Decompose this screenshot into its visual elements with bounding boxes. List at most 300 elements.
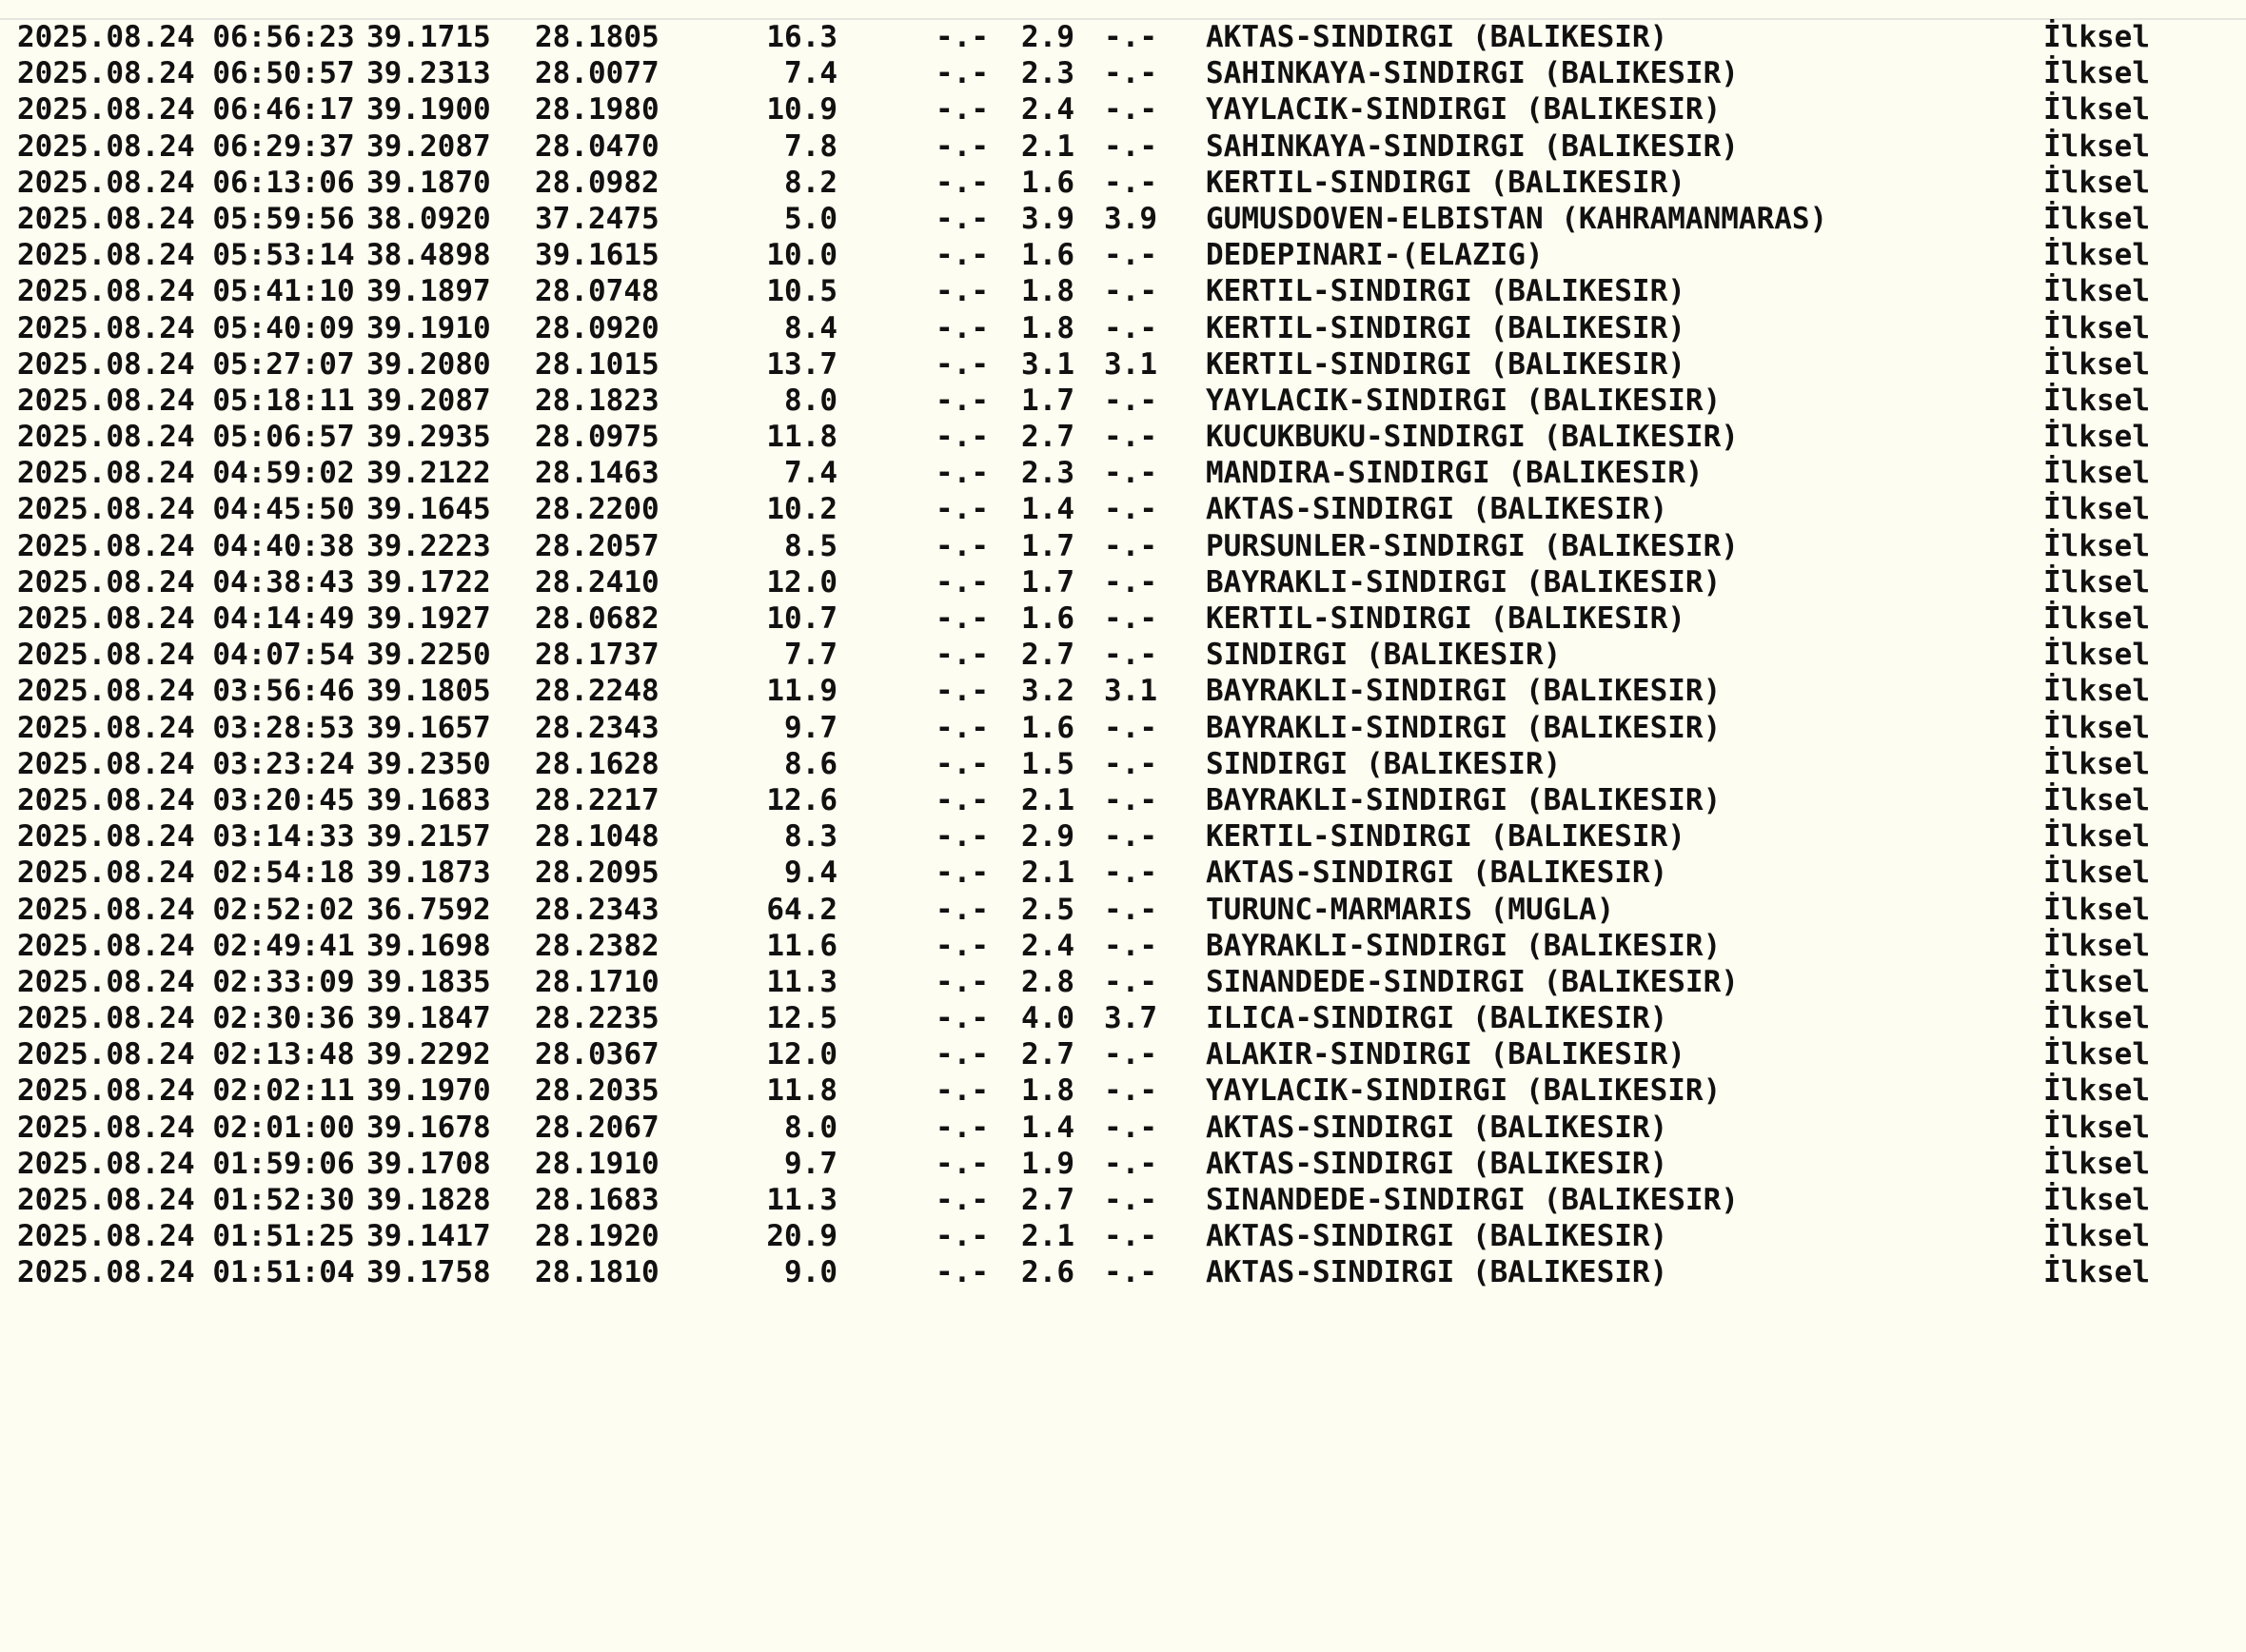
event-time: 02:33:09 bbox=[212, 964, 355, 999]
event-time: 02:54:18 bbox=[212, 856, 355, 891]
event-longitude: 28.2217 bbox=[535, 782, 660, 817]
event-date: 2025.08.24 bbox=[17, 456, 195, 491]
event-date: 2025.08.24 bbox=[17, 1255, 195, 1290]
event-location: SINANDEDE-SINDIRGI (BALIKESIR) bbox=[1206, 1183, 1739, 1217]
event-depth: 16.3 bbox=[766, 20, 837, 54]
event-mw: -.- bbox=[1104, 420, 1157, 455]
event-date: 2025.08.24 bbox=[17, 892, 195, 927]
event-depth: 11.8 bbox=[766, 1073, 837, 1109]
event-ml: 2.1 bbox=[1021, 856, 1074, 891]
list-item bbox=[0, 383, 2246, 419]
event-location: KUCUKBUKU-SINDIRGI (BALIKESIR) bbox=[1206, 420, 1739, 455]
event-date: 2025.08.24 bbox=[17, 964, 195, 999]
event-mw: -.- bbox=[1104, 1110, 1157, 1145]
event-md: -.- bbox=[936, 601, 989, 636]
event-location: TURUNC-MARMARIS (MUGLA) bbox=[1206, 892, 1615, 927]
event-longitude: 28.1920 bbox=[535, 1219, 660, 1254]
list-item bbox=[0, 1182, 2246, 1218]
event-md: -.- bbox=[936, 1110, 989, 1145]
event-md: -.- bbox=[936, 564, 989, 600]
event-depth: 8.2 bbox=[784, 165, 837, 200]
event-md: -.- bbox=[936, 892, 989, 927]
event-date: 2025.08.24 bbox=[17, 128, 195, 164]
event-location: MANDIRA-SINDIRGI (BALIKESIR) bbox=[1206, 456, 1704, 491]
event-datetime bbox=[17, 637, 355, 673]
event-solution-quality: İlksel bbox=[2043, 238, 2150, 273]
event-date: 2025.08.24 bbox=[17, 1037, 195, 1072]
event-md: -.- bbox=[936, 346, 989, 382]
event-solution-quality: İlksel bbox=[2043, 1110, 2150, 1145]
event-solution-quality: İlksel bbox=[2043, 710, 2150, 745]
event-longitude: 28.1683 bbox=[535, 1183, 660, 1217]
list-item bbox=[0, 1000, 2246, 1036]
event-datetime bbox=[17, 91, 355, 128]
event-datetime bbox=[17, 1110, 355, 1146]
event-md: -.- bbox=[936, 456, 989, 491]
event-date: 2025.08.24 bbox=[17, 564, 195, 600]
event-ml: 2.8 bbox=[1021, 964, 1074, 999]
event-depth: 64.2 bbox=[766, 892, 837, 927]
event-md: -.- bbox=[936, 383, 989, 418]
event-datetime bbox=[17, 419, 355, 455]
event-mw: -.- bbox=[1104, 20, 1157, 54]
event-date: 2025.08.24 bbox=[17, 746, 195, 781]
list-item bbox=[0, 673, 2246, 709]
event-depth: 9.0 bbox=[784, 1255, 837, 1290]
event-depth: 7.4 bbox=[784, 56, 837, 91]
event-longitude: 28.2095 bbox=[535, 856, 660, 891]
event-time: 06:56:23 bbox=[212, 20, 355, 54]
event-mw: 3.1 bbox=[1104, 346, 1157, 382]
list-item bbox=[0, 165, 2246, 201]
event-time: 04:40:38 bbox=[212, 528, 355, 563]
event-datetime bbox=[17, 964, 355, 1000]
event-depth: 9.4 bbox=[784, 856, 837, 891]
event-depth: 8.5 bbox=[784, 528, 837, 563]
event-solution-quality: İlksel bbox=[2043, 638, 2150, 673]
event-mw: 3.1 bbox=[1104, 674, 1157, 709]
event-ml: 1.4 bbox=[1021, 1110, 1074, 1145]
event-time: 02:49:41 bbox=[212, 928, 355, 963]
event-solution-quality: İlksel bbox=[2043, 1073, 2150, 1109]
list-item bbox=[0, 637, 2246, 673]
event-time: 04:38:43 bbox=[212, 564, 355, 600]
event-date: 2025.08.24 bbox=[17, 1073, 195, 1109]
event-datetime bbox=[17, 746, 355, 782]
event-datetime bbox=[17, 673, 355, 709]
event-ml: 2.4 bbox=[1021, 92, 1074, 128]
event-mw: -.- bbox=[1104, 456, 1157, 491]
event-longitude: 28.1048 bbox=[535, 819, 660, 855]
event-md: -.- bbox=[936, 492, 989, 527]
event-date: 2025.08.24 bbox=[17, 782, 195, 817]
event-location: YAYLACIK-SINDIRGI (BALIKESIR) bbox=[1206, 92, 1722, 128]
event-ml: 1.7 bbox=[1021, 564, 1074, 600]
event-time: 03:20:45 bbox=[212, 782, 355, 817]
event-solution-quality: İlksel bbox=[2043, 1001, 2150, 1036]
event-ml: 2.1 bbox=[1021, 782, 1074, 817]
event-md: -.- bbox=[936, 1255, 989, 1290]
event-solution-quality: İlksel bbox=[2043, 528, 2150, 563]
event-time: 02:02:11 bbox=[212, 1073, 355, 1109]
event-ml: 1.7 bbox=[1021, 528, 1074, 563]
event-time: 06:50:57 bbox=[212, 56, 355, 91]
event-depth: 8.3 bbox=[784, 819, 837, 855]
event-time: 01:52:30 bbox=[212, 1183, 355, 1217]
event-longitude: 28.0682 bbox=[535, 601, 660, 636]
event-time: 05:41:10 bbox=[212, 274, 355, 309]
event-md: -.- bbox=[936, 928, 989, 963]
event-depth: 8.4 bbox=[784, 310, 837, 345]
event-datetime bbox=[17, 564, 355, 600]
list-item bbox=[0, 1218, 2246, 1254]
event-solution-quality: İlksel bbox=[2043, 1255, 2150, 1290]
event-solution-quality: İlksel bbox=[2043, 1146, 2150, 1181]
event-date: 2025.08.24 bbox=[17, 310, 195, 345]
event-datetime bbox=[17, 710, 355, 746]
event-depth: 8.0 bbox=[784, 1110, 837, 1145]
event-location: KERTIL-SINDIRGI (BALIKESIR) bbox=[1206, 601, 1685, 636]
event-datetime bbox=[17, 818, 355, 855]
event-location: AKTAS-SINDIRGI (BALIKESIR) bbox=[1206, 856, 1668, 891]
event-md: -.- bbox=[936, 1219, 989, 1254]
event-date: 2025.08.24 bbox=[17, 1183, 195, 1217]
event-latitude: 39.1828 bbox=[366, 1183, 491, 1217]
event-depth: 10.0 bbox=[766, 238, 837, 273]
event-mw: -.- bbox=[1104, 492, 1157, 527]
event-time: 05:27:07 bbox=[212, 346, 355, 382]
event-location: YAYLACIK-SINDIRGI (BALIKESIR) bbox=[1206, 383, 1722, 418]
event-ml: 2.7 bbox=[1021, 1183, 1074, 1217]
event-solution-quality: İlksel bbox=[2043, 819, 2150, 855]
event-ml: 1.6 bbox=[1021, 165, 1074, 200]
event-latitude: 39.1835 bbox=[366, 964, 491, 999]
event-location: AKTAS-SINDIRGI (BALIKESIR) bbox=[1206, 1110, 1668, 1145]
event-date: 2025.08.24 bbox=[17, 238, 195, 273]
event-location: KERTIL-SINDIRGI (BALIKESIR) bbox=[1206, 346, 1685, 382]
event-mw: -.- bbox=[1104, 238, 1157, 273]
event-longitude: 28.2067 bbox=[535, 1110, 660, 1145]
event-mw: -.- bbox=[1104, 1073, 1157, 1109]
event-longitude: 28.0920 bbox=[535, 310, 660, 345]
event-time: 03:56:46 bbox=[212, 674, 355, 709]
event-depth: 10.2 bbox=[766, 492, 837, 527]
event-date: 2025.08.24 bbox=[17, 638, 195, 673]
event-solution-quality: İlksel bbox=[2043, 928, 2150, 963]
event-ml: 1.9 bbox=[1021, 1146, 1074, 1181]
event-solution-quality: İlksel bbox=[2043, 92, 2150, 128]
event-location: SINDIRGI (BALIKESIR) bbox=[1206, 746, 1562, 781]
event-depth: 20.9 bbox=[766, 1219, 837, 1254]
event-solution-quality: İlksel bbox=[2043, 674, 2150, 709]
list-item bbox=[0, 564, 2246, 600]
event-latitude: 39.2292 bbox=[366, 1037, 491, 1072]
event-latitude: 39.2250 bbox=[366, 638, 491, 673]
event-datetime bbox=[17, 55, 355, 91]
event-time: 05:59:56 bbox=[212, 201, 355, 236]
list-item bbox=[0, 782, 2246, 818]
event-solution-quality: İlksel bbox=[2043, 964, 2150, 999]
event-latitude: 39.1927 bbox=[366, 601, 491, 636]
event-ml: 2.3 bbox=[1021, 56, 1074, 91]
event-latitude: 39.1645 bbox=[366, 492, 491, 527]
event-ml: 2.1 bbox=[1021, 128, 1074, 164]
event-ml: 1.4 bbox=[1021, 492, 1074, 527]
event-datetime bbox=[17, 1254, 355, 1290]
event-ml: 1.6 bbox=[1021, 601, 1074, 636]
event-latitude: 39.1897 bbox=[366, 274, 491, 309]
event-latitude: 38.4898 bbox=[366, 238, 491, 273]
event-latitude: 39.1698 bbox=[366, 928, 491, 963]
event-ml: 1.8 bbox=[1021, 274, 1074, 309]
event-date: 2025.08.24 bbox=[17, 92, 195, 128]
event-latitude: 39.2350 bbox=[366, 746, 491, 781]
event-md: -.- bbox=[936, 92, 989, 128]
event-ml: 3.9 bbox=[1021, 201, 1074, 236]
event-latitude: 39.2087 bbox=[366, 383, 491, 418]
event-solution-quality: İlksel bbox=[2043, 782, 2150, 817]
event-datetime bbox=[17, 782, 355, 818]
event-datetime bbox=[17, 383, 355, 419]
event-ml: 2.7 bbox=[1021, 638, 1074, 673]
event-solution-quality: İlksel bbox=[2043, 856, 2150, 891]
event-location: BAYRAKLI-SINDIRGI (BALIKESIR) bbox=[1206, 928, 1722, 963]
event-depth: 11.3 bbox=[766, 1183, 837, 1217]
event-longitude: 28.2235 bbox=[535, 1001, 660, 1036]
event-ml: 2.7 bbox=[1021, 420, 1074, 455]
list-item bbox=[0, 855, 2246, 891]
event-ml: 2.4 bbox=[1021, 928, 1074, 963]
list-item bbox=[0, 237, 2246, 273]
event-location: ILICA-SINDIRGI (BALIKESIR) bbox=[1206, 1001, 1668, 1036]
event-date: 2025.08.24 bbox=[17, 928, 195, 963]
event-location: SINDIRGI (BALIKESIR) bbox=[1206, 638, 1562, 673]
event-datetime bbox=[17, 273, 355, 309]
event-latitude: 39.1722 bbox=[366, 564, 491, 600]
list-item bbox=[0, 1036, 2246, 1072]
event-md: -.- bbox=[936, 1073, 989, 1109]
event-mw: -.- bbox=[1104, 128, 1157, 164]
event-location: PURSUNLER-SINDIRGI (BALIKESIR) bbox=[1206, 528, 1739, 563]
event-depth: 10.5 bbox=[766, 274, 837, 309]
event-latitude: 39.1678 bbox=[366, 1110, 491, 1145]
event-ml: 3.2 bbox=[1021, 674, 1074, 709]
event-time: 03:28:53 bbox=[212, 710, 355, 745]
event-longitude: 28.1805 bbox=[535, 20, 660, 54]
event-ml: 1.6 bbox=[1021, 710, 1074, 745]
event-location: SINANDEDE-SINDIRGI (BALIKESIR) bbox=[1206, 964, 1739, 999]
event-mw: -.- bbox=[1104, 310, 1157, 345]
event-location: BAYRAKLI-SINDIRGI (BALIKESIR) bbox=[1206, 564, 1722, 600]
event-time: 02:13:48 bbox=[212, 1037, 355, 1072]
event-depth: 12.0 bbox=[766, 564, 837, 600]
event-ml: 2.5 bbox=[1021, 892, 1074, 927]
event-date: 2025.08.24 bbox=[17, 601, 195, 636]
event-longitude: 28.2343 bbox=[535, 710, 660, 745]
event-md: -.- bbox=[936, 746, 989, 781]
list-item bbox=[0, 491, 2246, 527]
event-location: BAYRAKLI-SINDIRGI (BALIKESIR) bbox=[1206, 674, 1722, 709]
event-time: 01:59:06 bbox=[212, 1146, 355, 1181]
event-md: -.- bbox=[936, 1146, 989, 1181]
event-time: 01:51:04 bbox=[212, 1255, 355, 1290]
event-solution-quality: İlksel bbox=[2043, 274, 2150, 309]
list-item bbox=[0, 710, 2246, 746]
event-location: ALAKIR-SINDIRGI (BALIKESIR) bbox=[1206, 1037, 1685, 1072]
event-solution-quality: İlksel bbox=[2043, 201, 2150, 236]
event-date: 2025.08.24 bbox=[17, 1001, 195, 1036]
event-latitude: 39.2313 bbox=[366, 56, 491, 91]
event-solution-quality: İlksel bbox=[2043, 128, 2150, 164]
event-mw: -.- bbox=[1104, 92, 1157, 128]
event-date: 2025.08.24 bbox=[17, 201, 195, 236]
list-item bbox=[0, 273, 2246, 309]
event-datetime bbox=[17, 346, 355, 383]
event-mw: -.- bbox=[1104, 274, 1157, 309]
event-longitude: 28.2035 bbox=[535, 1073, 660, 1109]
event-location: AKTAS-SINDIRGI (BALIKESIR) bbox=[1206, 1219, 1668, 1254]
event-longitude: 28.0367 bbox=[535, 1037, 660, 1072]
event-longitude: 28.1463 bbox=[535, 456, 660, 491]
event-time: 04:07:54 bbox=[212, 638, 355, 673]
event-solution-quality: İlksel bbox=[2043, 746, 2150, 781]
list-item bbox=[0, 746, 2246, 782]
event-ml: 4.0 bbox=[1021, 1001, 1074, 1036]
event-location: GUMUSDOVEN-ELBISTAN (KAHRAMANMARAS) bbox=[1206, 201, 1828, 236]
event-datetime bbox=[17, 1182, 355, 1218]
event-time: 06:13:06 bbox=[212, 165, 355, 200]
event-mw: -.- bbox=[1104, 928, 1157, 963]
event-mw: -.- bbox=[1104, 601, 1157, 636]
event-depth: 9.7 bbox=[784, 710, 837, 745]
event-ml: 2.7 bbox=[1021, 1037, 1074, 1072]
event-date: 2025.08.24 bbox=[17, 165, 195, 200]
event-time: 05:06:57 bbox=[212, 420, 355, 455]
list-item bbox=[0, 1254, 2246, 1290]
event-depth: 7.7 bbox=[784, 638, 837, 673]
event-date: 2025.08.24 bbox=[17, 492, 195, 527]
event-latitude: 39.1870 bbox=[366, 165, 491, 200]
event-solution-quality: İlksel bbox=[2043, 383, 2150, 418]
event-depth: 8.6 bbox=[784, 746, 837, 781]
event-mw: -.- bbox=[1104, 782, 1157, 817]
event-datetime bbox=[17, 1146, 355, 1182]
event-solution-quality: İlksel bbox=[2043, 346, 2150, 382]
event-datetime bbox=[17, 928, 355, 964]
list-item bbox=[0, 1072, 2246, 1109]
event-mw: -.- bbox=[1104, 564, 1157, 600]
event-solution-quality: İlksel bbox=[2043, 20, 2150, 54]
event-md: -.- bbox=[936, 420, 989, 455]
event-depth: 13.7 bbox=[766, 346, 837, 382]
event-longitude: 28.0470 bbox=[535, 128, 660, 164]
event-location: BAYRAKLI-SINDIRGI (BALIKESIR) bbox=[1206, 710, 1722, 745]
event-location: KERTIL-SINDIRGI (BALIKESIR) bbox=[1206, 165, 1685, 200]
event-depth: 10.9 bbox=[766, 92, 837, 128]
event-datetime bbox=[17, 1072, 355, 1109]
event-depth: 11.6 bbox=[766, 928, 837, 963]
event-md: -.- bbox=[936, 238, 989, 273]
event-latitude: 39.2223 bbox=[366, 528, 491, 563]
event-time: 02:30:36 bbox=[212, 1001, 355, 1036]
event-solution-quality: İlksel bbox=[2043, 420, 2150, 455]
event-md: -.- bbox=[936, 310, 989, 345]
event-depth: 7.8 bbox=[784, 128, 837, 164]
event-date: 2025.08.24 bbox=[17, 1110, 195, 1145]
event-md: -.- bbox=[936, 274, 989, 309]
event-mw: -.- bbox=[1104, 638, 1157, 673]
event-date: 2025.08.24 bbox=[17, 56, 195, 91]
event-datetime bbox=[17, 455, 355, 491]
event-datetime bbox=[17, 310, 355, 346]
event-date: 2025.08.24 bbox=[17, 856, 195, 891]
event-time: 06:29:37 bbox=[212, 128, 355, 164]
event-longitude: 28.1810 bbox=[535, 1255, 660, 1290]
event-time: 03:23:24 bbox=[212, 746, 355, 781]
event-longitude: 28.0982 bbox=[535, 165, 660, 200]
list-item bbox=[0, 128, 2246, 165]
event-longitude: 28.2382 bbox=[535, 928, 660, 963]
event-latitude: 39.1683 bbox=[366, 782, 491, 817]
event-md: -.- bbox=[936, 856, 989, 891]
list-item bbox=[0, 419, 2246, 455]
event-mw: -.- bbox=[1104, 819, 1157, 855]
event-mw: -.- bbox=[1104, 383, 1157, 418]
event-longitude: 28.2410 bbox=[535, 564, 660, 600]
event-location: KERTIL-SINDIRGI (BALIKESIR) bbox=[1206, 274, 1685, 309]
event-date: 2025.08.24 bbox=[17, 274, 195, 309]
event-depth: 10.7 bbox=[766, 601, 837, 636]
event-location: SAHINKAYA-SINDIRGI (BALIKESIR) bbox=[1206, 128, 1739, 164]
event-date: 2025.08.24 bbox=[17, 20, 195, 54]
event-time: 01:51:25 bbox=[212, 1219, 355, 1254]
event-longitude: 28.0748 bbox=[535, 274, 660, 309]
list-item bbox=[0, 528, 2246, 564]
event-md: -.- bbox=[936, 20, 989, 54]
event-md: -.- bbox=[936, 201, 989, 236]
event-time: 04:45:50 bbox=[212, 492, 355, 527]
event-ml: 1.8 bbox=[1021, 310, 1074, 345]
event-datetime bbox=[17, 1036, 355, 1072]
event-location: AKTAS-SINDIRGI (BALIKESIR) bbox=[1206, 492, 1668, 527]
event-date: 2025.08.24 bbox=[17, 674, 195, 709]
event-md: -.- bbox=[936, 819, 989, 855]
list-item bbox=[0, 1146, 2246, 1182]
event-datetime bbox=[17, 892, 355, 928]
event-ml: 1.7 bbox=[1021, 383, 1074, 418]
event-latitude: 39.1910 bbox=[366, 310, 491, 345]
earthquake-list bbox=[0, 19, 2246, 1291]
event-longitude: 28.2343 bbox=[535, 892, 660, 927]
event-latitude: 39.1900 bbox=[366, 92, 491, 128]
event-solution-quality: İlksel bbox=[2043, 165, 2150, 200]
event-time: 02:01:00 bbox=[212, 1110, 355, 1145]
event-time: 06:46:17 bbox=[212, 92, 355, 128]
event-datetime bbox=[17, 528, 355, 564]
list-item bbox=[0, 818, 2246, 855]
event-mw: -.- bbox=[1104, 892, 1157, 927]
event-latitude: 39.1970 bbox=[366, 1073, 491, 1109]
event-latitude: 39.1417 bbox=[366, 1219, 491, 1254]
event-solution-quality: İlksel bbox=[2043, 564, 2150, 600]
list-item bbox=[0, 346, 2246, 383]
event-solution-quality: İlksel bbox=[2043, 492, 2150, 527]
event-longitude: 28.1910 bbox=[535, 1146, 660, 1181]
event-latitude: 39.2122 bbox=[366, 456, 491, 491]
event-depth: 12.0 bbox=[766, 1037, 837, 1072]
event-md: -.- bbox=[936, 638, 989, 673]
event-longitude: 28.1710 bbox=[535, 964, 660, 999]
